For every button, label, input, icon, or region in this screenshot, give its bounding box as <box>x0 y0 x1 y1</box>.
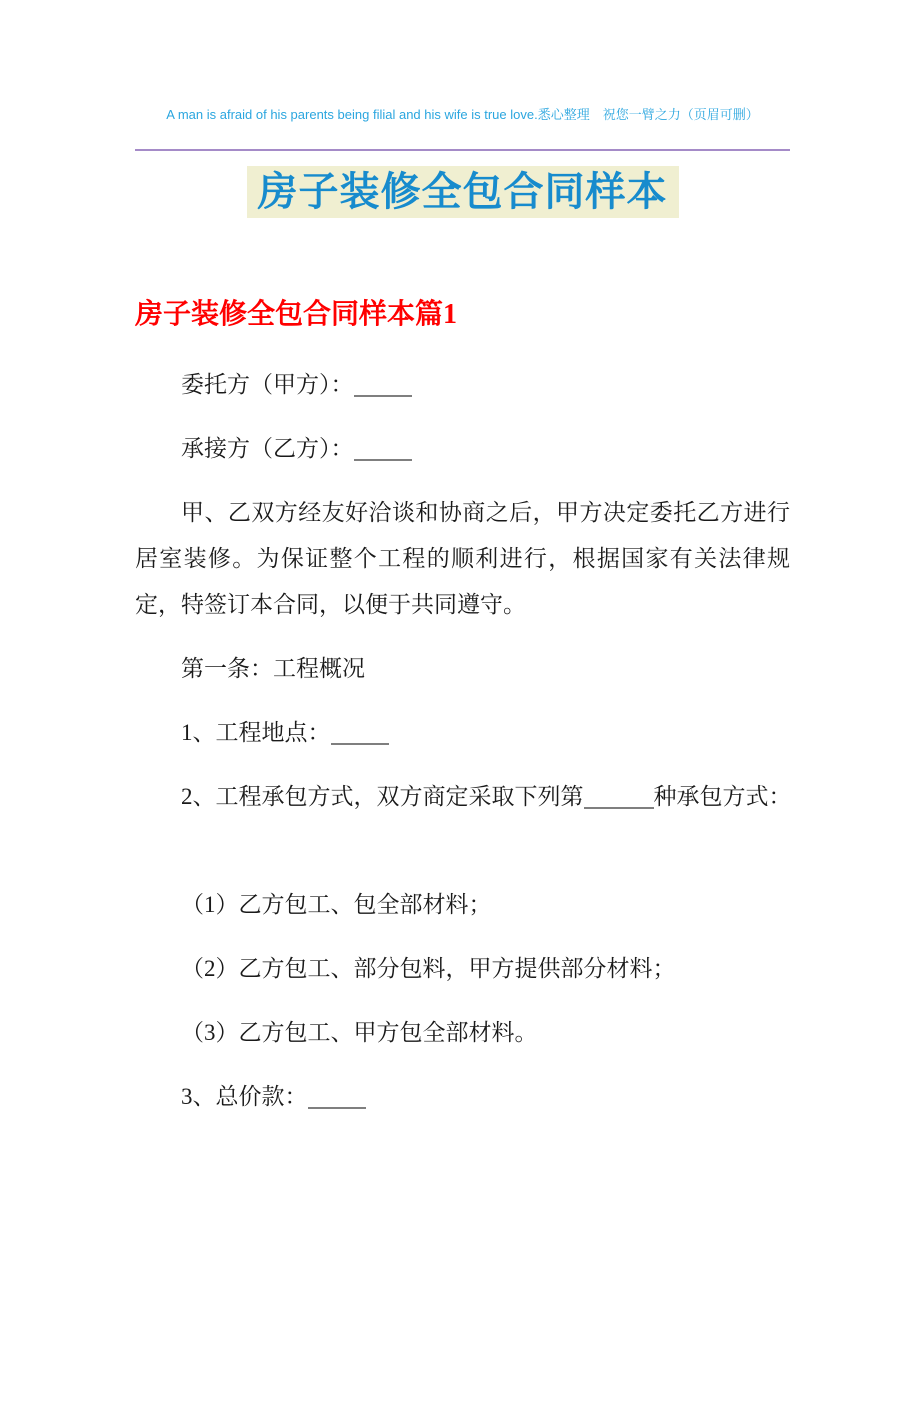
field-line-total-price <box>135 1074 790 1120</box>
option-line-2 <box>135 946 790 992</box>
title-row <box>135 166 790 218</box>
page-header-text: A man is afraid of his parents being filial and his wife is true love.悉心整理 祝您一臂之力（页眉可删） <box>166 107 759 122</box>
document-page <box>0 105 920 1407</box>
field-line-contractor <box>135 426 790 472</box>
option-text: （3）乙方包工、甲方包全部材料。 <box>181 1020 538 1045</box>
blank-line <box>354 395 412 397</box>
option-line-1 <box>135 882 790 928</box>
blank-line <box>331 743 389 745</box>
blank-line <box>584 807 654 809</box>
field-line-contract-mode <box>135 774 790 820</box>
field-label: 承接方（乙方）： <box>181 436 354 461</box>
clause-heading-line <box>135 646 790 692</box>
option-text: （2）乙方包工、部分包料，甲方提供部分材料； <box>181 956 676 981</box>
paragraph-text: 甲、乙双方经友好洽谈和协商之后，甲方决定委托乙方进行居室装修。为保证整个工程的顺利进行，根据国家有关法律规定，特签订本合同，以便于共同遵守。 <box>135 500 790 617</box>
field-line-client <box>135 362 790 408</box>
option-line-3 <box>135 1010 790 1056</box>
option-text: （1）乙方包工、包全部材料； <box>181 892 492 917</box>
document-body <box>135 362 790 1120</box>
blank-line <box>354 459 412 461</box>
field-label: 1、工程地点： <box>181 720 331 745</box>
blank-line <box>308 1107 366 1109</box>
header-divider-line <box>135 149 790 151</box>
intro-paragraph <box>135 490 790 628</box>
field-label: 3、总价款： <box>181 1084 308 1109</box>
clause-heading-text: 第一条：工程概况 <box>181 656 365 681</box>
field-line-location <box>135 710 790 756</box>
field-label-suffix: 种承包方式： <box>653 784 792 809</box>
document-title: 房子装修全包合同样本 <box>247 166 679 218</box>
section-heading: 房子装修全包合同样本篇1 <box>135 299 458 330</box>
field-label: 2、工程承包方式，双方商定采取下列第 <box>181 784 584 809</box>
field-label: 委托方（甲方）： <box>181 372 354 397</box>
